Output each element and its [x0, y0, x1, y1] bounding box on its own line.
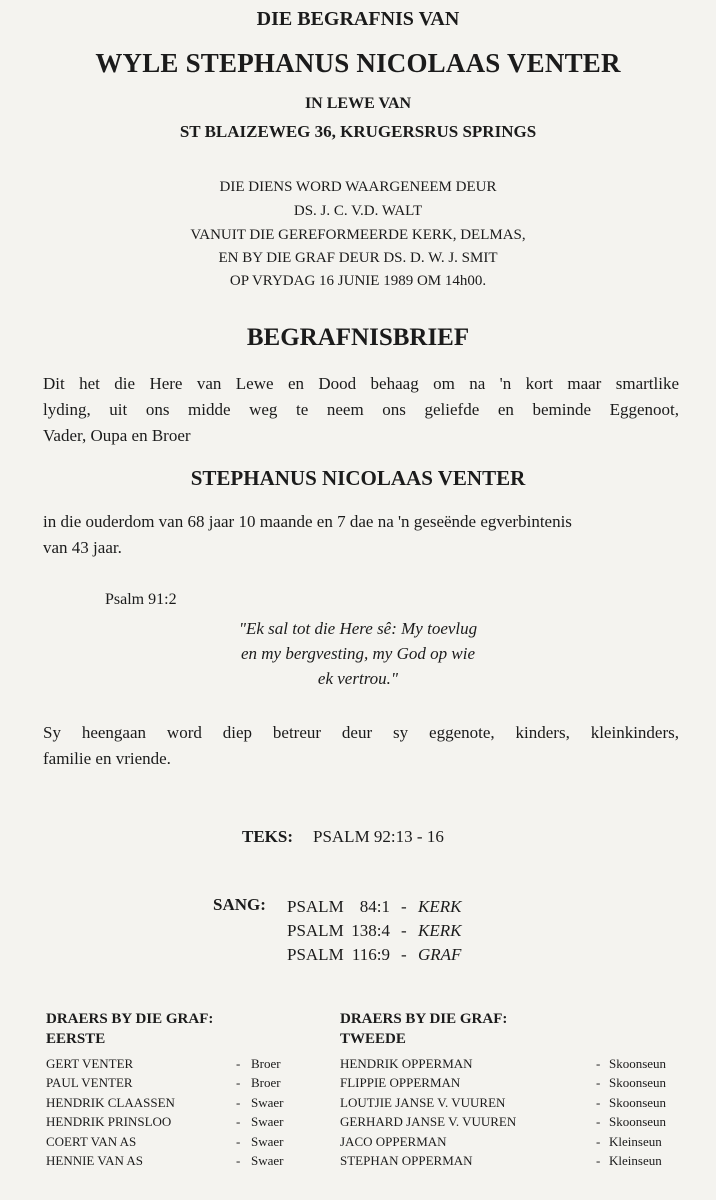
- bearer-dash: -: [596, 1075, 601, 1090]
- bearer-dash: -: [596, 1114, 601, 1129]
- quote-line: en my bergvesting, my God op wie: [240, 644, 475, 663]
- service-line: OP VRYDAG 16 JUNIE 1989 OM 14h00.: [229, 273, 487, 289]
- psalm-reference: Psalm 91:2: [105, 591, 177, 608]
- bearers-heading-second: DRAERS BY DIE GRAF:: [340, 1011, 508, 1027]
- bearer-dash: -: [236, 1075, 241, 1090]
- bearer-relation: Broer: [251, 1075, 281, 1090]
- bearer-name: HENDRIK OPPERMAN: [340, 1056, 473, 1071]
- bearer-name: GERHARD JANSE V. VUUREN: [340, 1114, 517, 1129]
- bearer-name: HENNIE VAN AS: [46, 1153, 144, 1168]
- teks-value: PSALM 92:13 - 16: [313, 827, 444, 846]
- paragraph-line: in die ouderdom van 68 jaar 10 maande en 7 dae na 'n geseënde egverbintenis: [43, 512, 572, 531]
- bearer-relation: Skoonseun: [609, 1114, 667, 1129]
- sang-dash: -: [401, 897, 407, 916]
- bearer-dash: -: [236, 1095, 241, 1110]
- bearer-relation: Skoonseun: [609, 1095, 667, 1110]
- service-line: VANUIT DIE GEREFORMEERDE KERK, DELMAS,: [190, 227, 526, 243]
- bearer-dash: -: [236, 1114, 241, 1129]
- teks-label: TEKS:: [242, 827, 294, 846]
- bearers-sub-first: EERSTE: [46, 1031, 106, 1047]
- paragraph-line: lyding, uit ons midde weg te neem ons geliefde en beminde Eggenoot,: [43, 400, 679, 419]
- bearer-name: HENDRIK PRINSLOO: [46, 1114, 172, 1129]
- bearer-relation: Swaer: [251, 1134, 284, 1149]
- sang-ref: 138:4: [351, 921, 390, 940]
- bearer-dash: -: [596, 1153, 601, 1168]
- bearer-dash: -: [236, 1134, 241, 1149]
- bearer-name: FLIPPIE OPPERMAN: [340, 1075, 461, 1090]
- sang-ref: 116:9: [351, 945, 390, 964]
- bearer-name: COERT VAN AS: [46, 1134, 137, 1149]
- letter-title: BEGRAFNISBRIEF: [246, 324, 470, 351]
- quote-line: ek vertrou.": [317, 669, 399, 688]
- sang-psalm: PSALM: [287, 921, 344, 940]
- bearer-name: PAUL VENTER: [46, 1075, 133, 1090]
- bearer-name: STEPHAN OPPERMAN: [340, 1153, 473, 1168]
- sang-label: SANG:: [213, 895, 266, 914]
- service-line: DS. J. C. V.D. WALT: [293, 203, 423, 219]
- bearer-dash: -: [596, 1134, 601, 1149]
- sang-dash: -: [401, 945, 407, 964]
- bearer-dash: -: [236, 1153, 241, 1168]
- bearer-dash: -: [596, 1095, 601, 1110]
- paragraph-line: familie en vriende.: [43, 749, 171, 768]
- bearer-name: GERT VENTER: [46, 1056, 134, 1071]
- address-line: ST BLAIZEWEG 36, KRUGERSRUS SPRINGS: [179, 122, 537, 141]
- sang-psalm: PSALM: [287, 945, 344, 964]
- sang-where: KERK: [418, 897, 462, 916]
- bearer-relation: Swaer: [251, 1114, 284, 1129]
- bearer-dash: -: [596, 1056, 601, 1071]
- bearer-relation: Swaer: [251, 1153, 284, 1168]
- sang-where: KERK: [418, 921, 462, 940]
- sang-ref: 84:1: [359, 897, 390, 916]
- quote-line: "Ek sal tot die Here sê: My toevlug: [238, 619, 478, 638]
- bearer-relation: Swaer: [251, 1095, 284, 1110]
- deceased-name-title: WYLE STEPHANUS NICOLAAS VENTER: [95, 48, 621, 78]
- paragraph-line: van 43 jaar.: [43, 538, 122, 557]
- bearers-heading-first: DRAERS BY DIE GRAF:: [46, 1011, 214, 1027]
- header-line-1: DIE BEGRAFNIS VAN: [256, 8, 460, 30]
- service-line: EN BY DIE GRAF DEUR DS. D. W. J. SMIT: [218, 250, 498, 266]
- bearer-relation: Broer: [251, 1056, 281, 1071]
- sang-psalm: PSALM: [287, 897, 344, 916]
- deceased-name: STEPHANUS NICOLAAS VENTER: [190, 466, 526, 490]
- bearer-relation: Skoonseun: [609, 1075, 667, 1090]
- bearers-sub-second: TWEEDE: [340, 1031, 406, 1047]
- paragraph-line: Vader, Oupa en Broer: [43, 426, 191, 445]
- bearer-relation: Kleinseun: [609, 1134, 662, 1149]
- bearer-relation: Skoonseun: [609, 1056, 667, 1071]
- bearer-name: LOUTJIE JANSE V. VUUREN: [340, 1095, 506, 1110]
- sang-dash: -: [401, 921, 407, 940]
- bearer-name: HENDRIK CLAASSEN: [46, 1095, 175, 1110]
- paragraph-line: Sy heengaan word diep betreur deur sy eggenote, kinders, kleinkinders,: [43, 723, 679, 742]
- sang-where: GRAF: [418, 945, 462, 964]
- paragraph-line: Dit het die Here van Lewe en Dood behaag om na 'n kort maar smartlike: [43, 374, 679, 393]
- service-line: DIE DIENS WORD WAARGENEEM DEUR: [219, 179, 497, 195]
- bearer-dash: -: [236, 1056, 241, 1071]
- bearer-name: JACO OPPERMAN: [340, 1134, 447, 1149]
- header-line-3: IN LEWE VAN: [304, 95, 412, 112]
- bearer-relation: Kleinseun: [609, 1153, 662, 1168]
